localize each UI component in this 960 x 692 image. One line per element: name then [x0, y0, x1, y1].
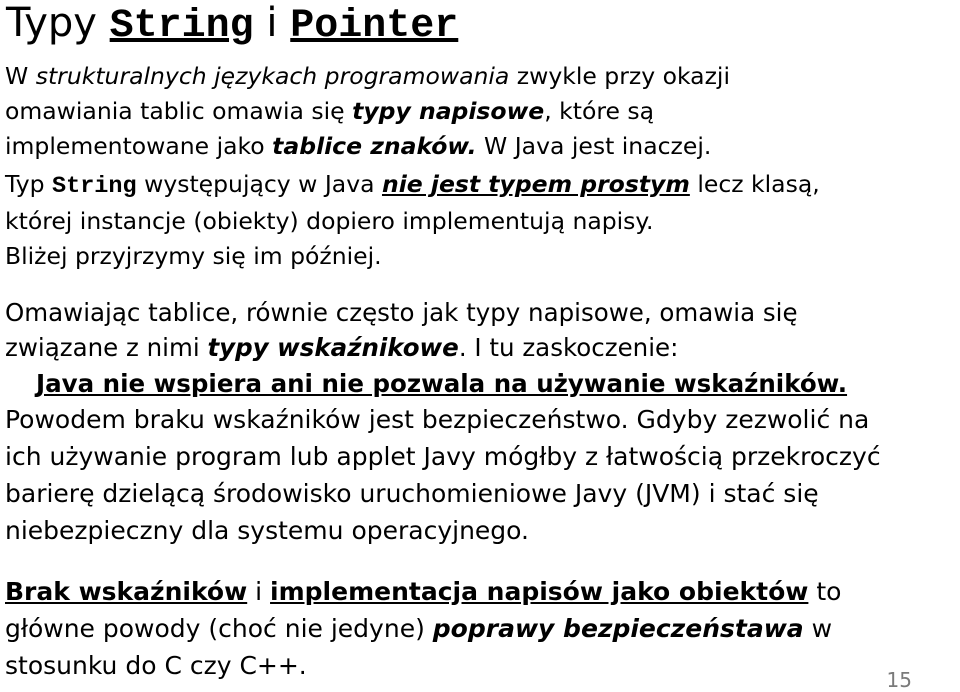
para1-line1: W strukturalnych językach programowania zwykle przy okazji: [5, 62, 730, 90]
title-conjunction: i: [266, 0, 278, 46]
page-number: 15: [886, 668, 912, 692]
para1-line4: Typ String występujący w Java nie jest typem prostym lecz klasą,: [5, 170, 820, 200]
title-word: Typy: [6, 0, 97, 46]
para3-line2: ich używanie program lub applet Javy mógłby z łatwością przekroczyć: [5, 442, 881, 471]
para3-line3: barierę dzielącą środowisko uruchomieniowe Javy (JVM) i stać się: [5, 479, 819, 508]
para3-line1: Powodem braku wskaźników jest bezpieczeństwo. Gdyby zezwolić na: [5, 405, 870, 434]
para2-line2: związane z nimi typy wskaźnikowe. I tu zaskoczenie:: [5, 333, 679, 362]
para1-line6: Bliżej przyjrzymy się im później.: [5, 242, 382, 270]
title-code-pointer: Pointer: [290, 4, 459, 49]
para2-line3: Java nie wspiera ani nie pozwala na używanie wskaźników.: [36, 369, 848, 398]
para4-line2: główne powody (choć nie jedyne) poprawy bezpieczeństawa w: [5, 614, 833, 643]
title-code-string: String: [109, 4, 254, 49]
para2-line1: Omawiając tablice, równie często jak typy napisowe, omawia się: [5, 298, 798, 327]
para1-line2: omawiania tablic omawia się typy napisowe, które są: [5, 97, 655, 125]
slide-title: [6, 0, 458, 50]
para3-line4: niebezpieczny dla systemu operacyjnego.: [5, 516, 529, 545]
para1-line5: której instancje (obiekty) dopiero implementują napisy.: [5, 207, 654, 235]
para4-line1: Brak wskaźników i implementacja napisów jako obiektów to: [5, 577, 842, 606]
para1-line3: implementowane jako tablice znaków. W Java jest inaczej.: [5, 132, 712, 160]
para4-line3: stosunku do C czy C++.: [5, 651, 307, 680]
